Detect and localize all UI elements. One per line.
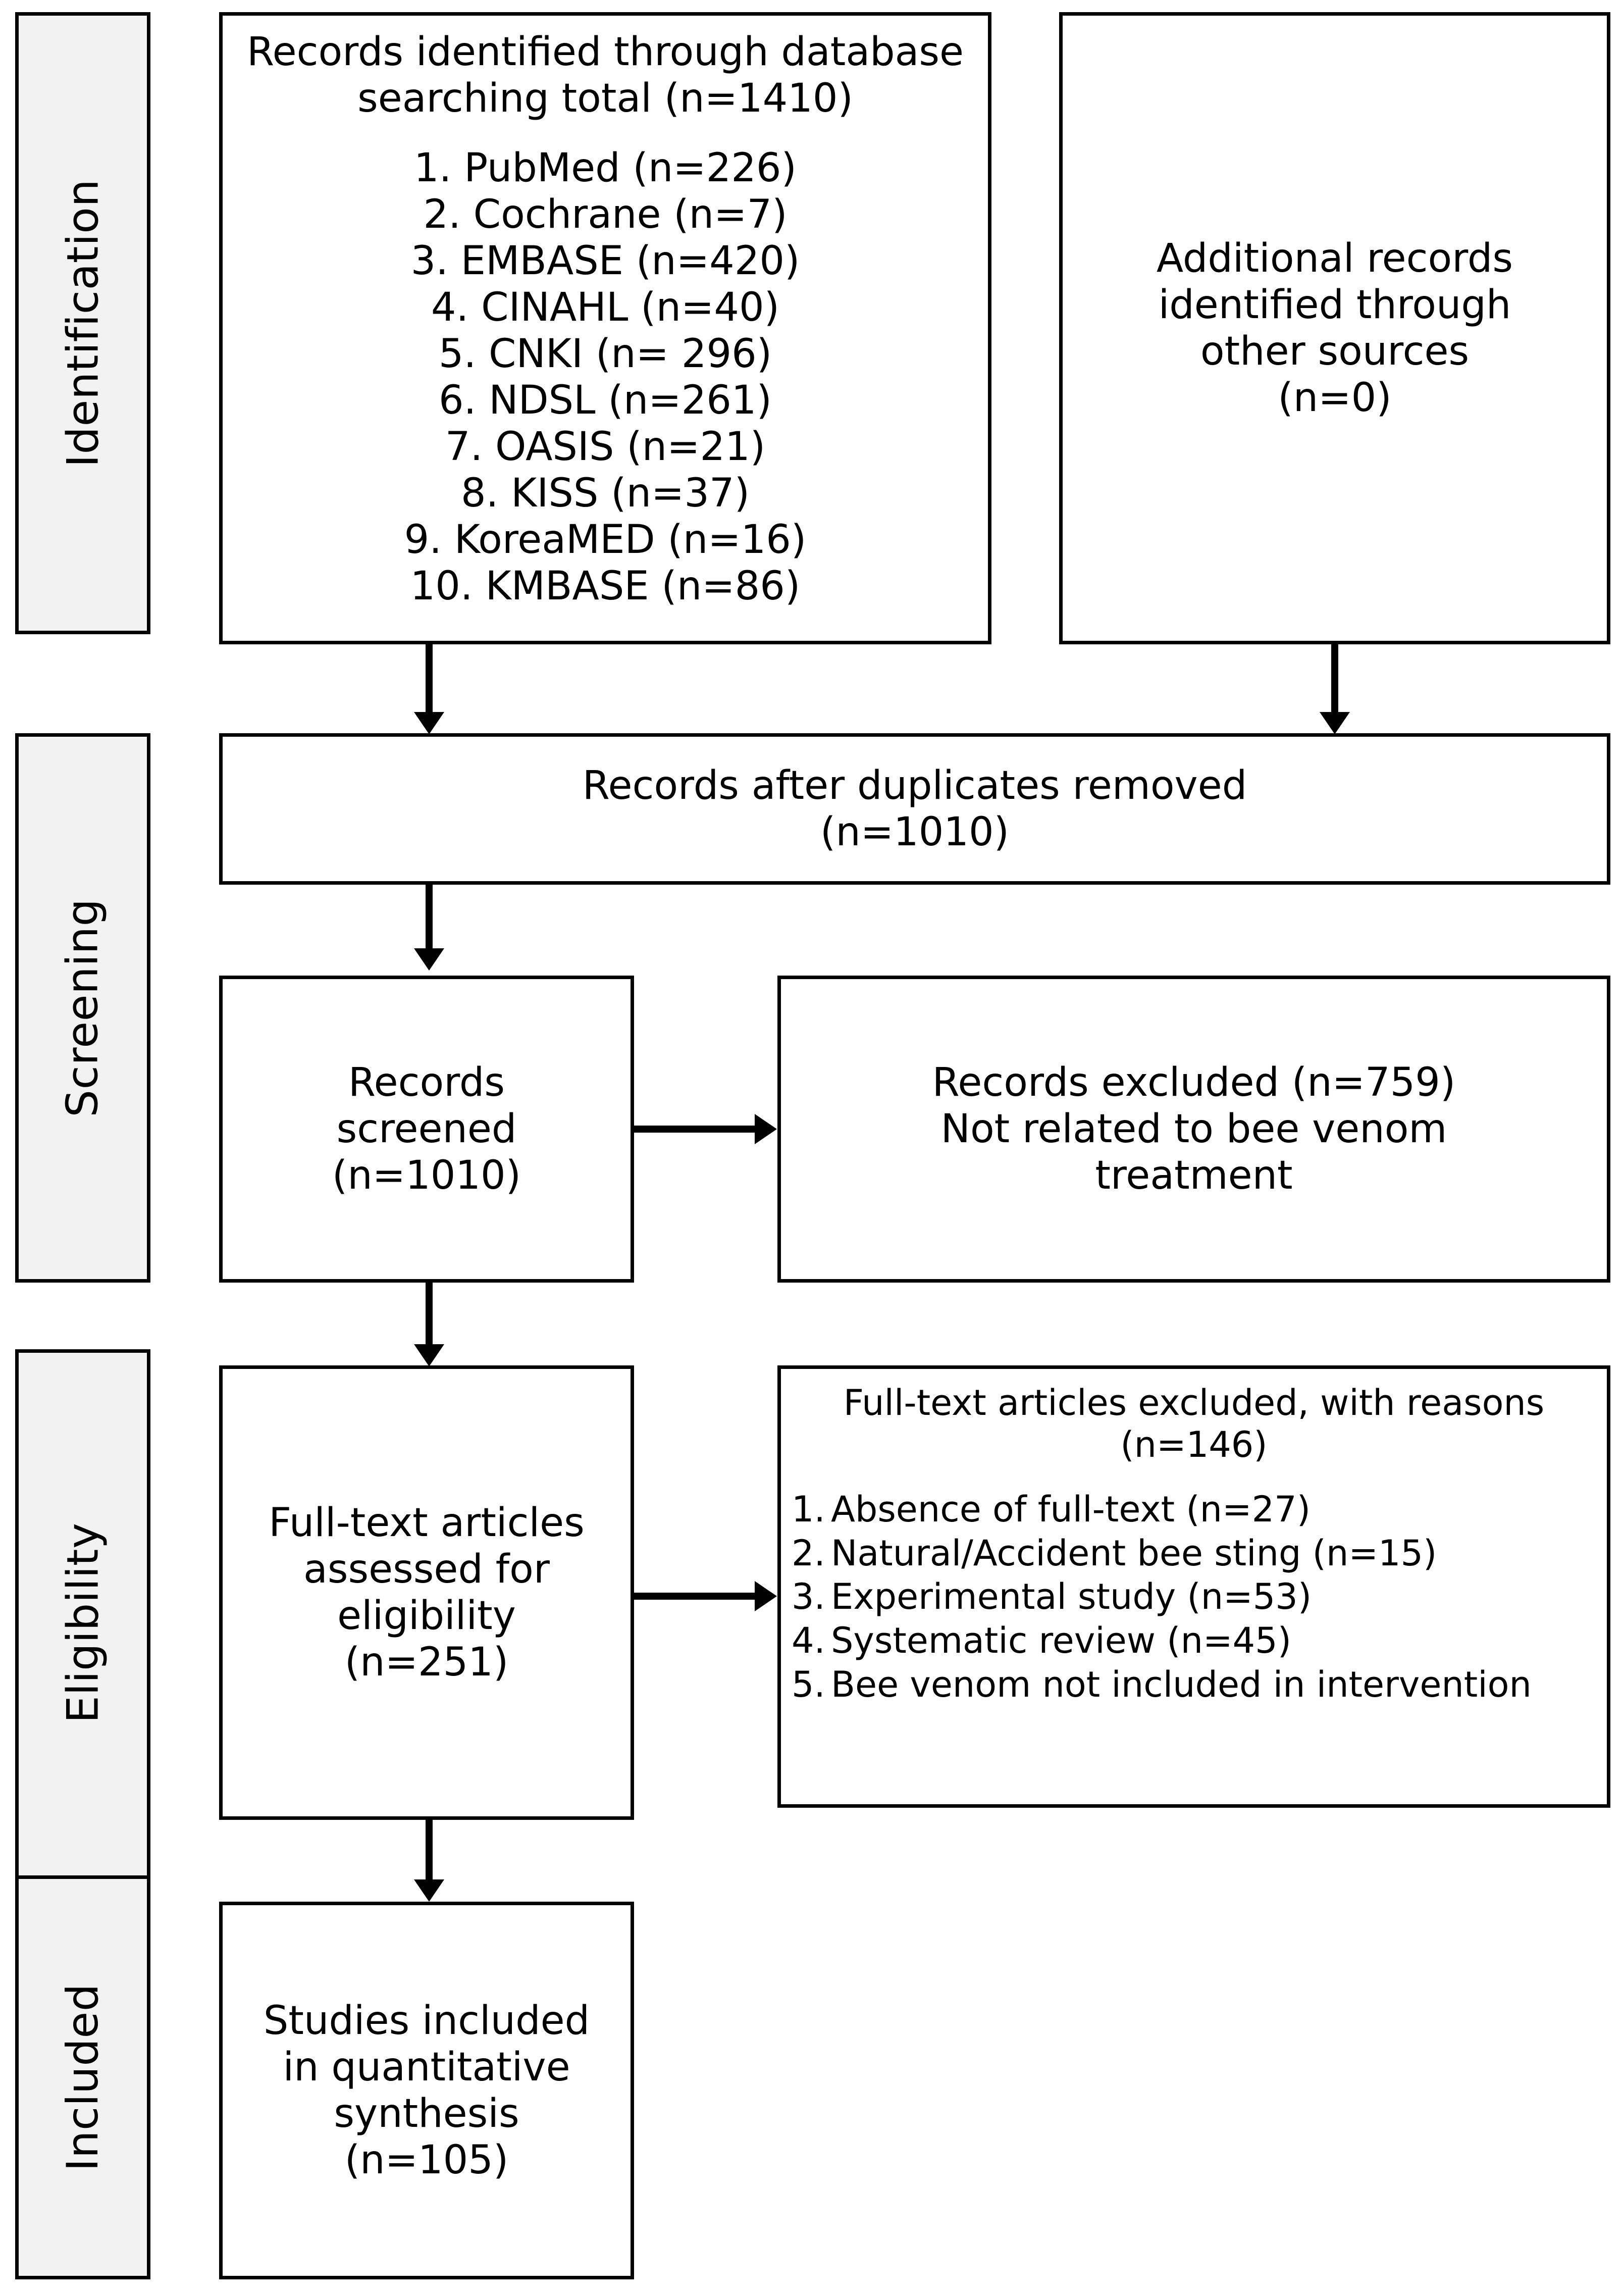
records-screened-line2: screened bbox=[336, 1106, 517, 1152]
database-list-item: 3. EMBASE (n=420) bbox=[410, 238, 800, 284]
duplicates-removed-line2: (n=1010) bbox=[820, 809, 1010, 855]
exclusion-reason-number: 1. bbox=[792, 1489, 825, 1531]
stage-label-included-text: Included bbox=[58, 1983, 108, 2171]
other-sources-line4: (n=0) bbox=[1278, 375, 1392, 421]
database-list bbox=[404, 145, 807, 609]
fulltext-assessed-line1: Full-text articles bbox=[269, 1500, 585, 1546]
other-sources-line2: identified through bbox=[1158, 282, 1511, 328]
records-screened-line1: Records bbox=[348, 1059, 505, 1105]
arrow-head-down bbox=[414, 1879, 444, 1902]
database-list-item: 5. CNKI (n= 296) bbox=[438, 331, 772, 377]
exclusion-reason-item bbox=[792, 1620, 1601, 1662]
arrow-head-right bbox=[755, 1581, 777, 1611]
fulltext-assessed-line2: assessed for bbox=[303, 1546, 550, 1592]
records-excluded-line3: treatment bbox=[1095, 1153, 1293, 1199]
exclusion-reason-number: 4. bbox=[792, 1619, 825, 1661]
fulltext-excluded-title-line1: Full-text articles excluded, with reasons bbox=[843, 1382, 1545, 1423]
exclusion-reason-number: 3. bbox=[792, 1576, 825, 1618]
database-list-item: 1. PubMed (n=226) bbox=[414, 145, 797, 191]
stage-label-screening-text: Screening bbox=[58, 898, 108, 1117]
database-list-item: 10. KMBASE (n=86) bbox=[410, 564, 801, 609]
exclusion-reason-item bbox=[792, 1664, 1601, 1706]
arrow-screened-to-fulltext bbox=[426, 1283, 433, 1353]
stage-label-screening bbox=[15, 733, 150, 1283]
exclusion-reason-text: Experimental study (n=53) bbox=[831, 1576, 1312, 1618]
exclusion-reason-item bbox=[792, 1489, 1601, 1531]
studies-included-line4: (n=105) bbox=[344, 2137, 509, 2183]
arrow-screened-to-excluded bbox=[634, 1126, 765, 1133]
database-list-item: 9. KoreaMED (n=16) bbox=[404, 517, 807, 563]
records-excluded-line1: Records excluded (n=759) bbox=[932, 1059, 1456, 1105]
fulltext-assessed-line3: eligibility bbox=[337, 1593, 516, 1639]
exclusion-reason-number: 5. bbox=[792, 1663, 825, 1705]
arrow-head-down bbox=[414, 1344, 444, 1366]
stage-label-identification-text: Identification bbox=[58, 179, 108, 468]
arrow-fulltext-to-excluded bbox=[634, 1593, 765, 1600]
stage-label-eligibility-text: Eligibility bbox=[58, 1522, 108, 1723]
duplicates-removed-line1: Records after duplicates removed bbox=[582, 762, 1247, 808]
box-records-screened bbox=[219, 976, 634, 1283]
stage-label-identification bbox=[15, 12, 150, 634]
other-sources-line3: other sources bbox=[1200, 329, 1470, 374]
stage-label-eligibility bbox=[15, 1349, 150, 1897]
exclusion-reason-text: Absence of full-text (n=27) bbox=[831, 1489, 1311, 1531]
other-sources-line1: Additional records bbox=[1156, 235, 1513, 281]
box-studies-included bbox=[219, 1902, 634, 2279]
box-database-search bbox=[219, 12, 991, 644]
arrow-identification-to-screening-right bbox=[1331, 644, 1338, 720]
arrow-identification-to-screening-left bbox=[426, 644, 433, 720]
exclusion-reason-number: 2. bbox=[792, 1532, 825, 1574]
arrow-head-down bbox=[414, 712, 444, 734]
arrow-head-right bbox=[755, 1114, 777, 1144]
box-records-excluded bbox=[777, 976, 1610, 1283]
box-duplicates-removed bbox=[219, 733, 1610, 885]
database-list-item: 4. CINAHL (n=40) bbox=[431, 285, 780, 331]
database-search-title-line1: Records identified through database bbox=[246, 29, 964, 75]
studies-included-line1: Studies included bbox=[263, 1998, 590, 2044]
fulltext-assessed-line4: (n=251) bbox=[344, 1640, 509, 1686]
stage-label-included bbox=[15, 1875, 150, 2279]
exclusion-reason-text: Bee venom not included in intervention bbox=[831, 1663, 1532, 1705]
arrow-duplicates-to-screened bbox=[426, 885, 433, 955]
studies-included-line2: in quantitative bbox=[283, 2044, 570, 2090]
arrow-head-down bbox=[1320, 712, 1350, 734]
box-other-sources bbox=[1059, 12, 1610, 644]
database-search-title-line2: searching total (n=1410) bbox=[357, 76, 853, 122]
database-list-item: 2. Cochrane (n=7) bbox=[423, 192, 788, 238]
exclusion-reason-list bbox=[787, 1489, 1601, 1707]
fulltext-excluded-title-line2: (n=146) bbox=[1120, 1423, 1268, 1465]
arrow-head-down bbox=[414, 948, 444, 971]
exclusion-reason-text: Natural/Accident bee sting (n=15) bbox=[831, 1532, 1437, 1574]
box-fulltext-excluded bbox=[777, 1365, 1610, 1808]
exclusion-reason-item bbox=[792, 1576, 1601, 1618]
box-fulltext-assessed bbox=[219, 1365, 634, 1820]
exclusion-reason-text: Systematic review (n=45) bbox=[831, 1619, 1292, 1661]
database-list-item: 6. NDSL (n=261) bbox=[439, 378, 772, 424]
records-screened-line3: (n=1010) bbox=[332, 1153, 521, 1199]
database-list-item: 8. KISS (n=37) bbox=[460, 471, 750, 517]
studies-included-line3: synthesis bbox=[334, 2091, 519, 2136]
records-excluded-line2: Not related to bee venom bbox=[940, 1106, 1447, 1152]
database-list-item: 7. OASIS (n=21) bbox=[445, 424, 766, 470]
exclusion-reason-item bbox=[792, 1533, 1601, 1574]
